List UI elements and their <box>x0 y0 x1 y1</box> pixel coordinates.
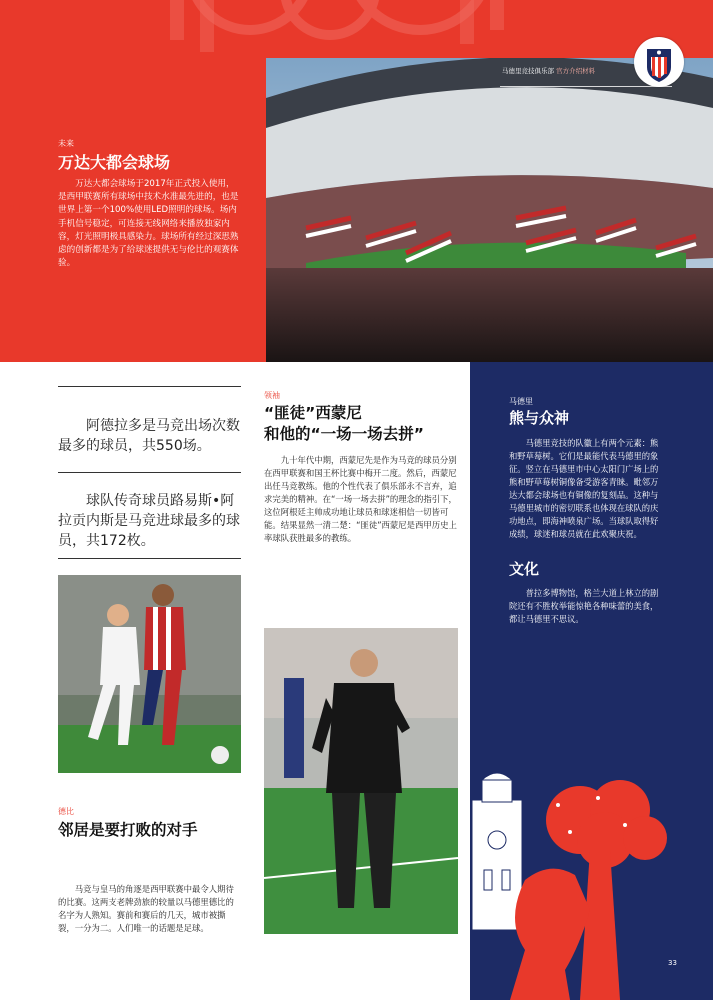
stadium-body: 万达大都会球场于2017年正式投入使用，是西甲联赛所有球场中技术水准最先进的，也是世界上第一个100%使用LED照明的球场。场内手机信号稳定，可连接无线网络来播放独家内容，灯光照明极具感染力。球场所有经过深思熟虑的创新都是为了给球迷提供无与伦比的观赛体验。 <box>58 179 239 269</box>
leader-title-line1: “匪徒”西蒙尼 <box>264 404 362 422</box>
header-club-name: 马德里竞技俱乐部 <box>502 67 554 75</box>
club-crest-logo <box>634 37 684 87</box>
top-banner <box>0 0 713 58</box>
fact2-bottom-rule <box>58 558 241 559</box>
fact1-quote: 阿德拉多是马竞出场次数最多的球员，共550场。 <box>58 418 240 454</box>
leader-title-line2: 和他的“一场一场去拼” <box>264 425 424 443</box>
header-caption <box>502 66 595 75</box>
fact1-top-rule <box>58 386 241 387</box>
madrid-body: 马德里竞技的队徽上有两个元素：熊和野草莓树。它们是最能代表马德里的象征。竖立在马德里市中心太阳门广场上的熊和野草莓树铜像备受游客青睐。毗邻万达大都会球场也有铜像的复刻品。这种与马德里城市的密切联系也体现在球队的庆功地点，即海神喷泉广场。当球队取得好成绩，球迷和球员就在此欢聚庆祝。 <box>509 438 659 539</box>
culture-title: 文化 <box>509 560 540 578</box>
derby-body: 马竞与皇马的角逐是西甲联赛中最令人期待的比赛。这两支老牌劲旅的较量以马德里德比的名字为人熟知。赛前和赛后的几天，城市被撕裂，一分为二。人们唯一的话题是足球。 <box>58 884 234 933</box>
stadium-kicker: 未来 <box>58 139 74 148</box>
culture-body: 普拉多博物馆，格兰大道上林立的剧院还有不胜枚举能惊艳各种味蕾的美食，都让马德里不思议。 <box>509 588 659 624</box>
derby-photo <box>58 575 241 773</box>
stadium-title: 万达大都会球场 <box>58 153 171 172</box>
leader-body: 九十年代中期，西蒙尼先是作为马竞的球员分别在西甲联赛和国王杯比赛中梅开二度。然后，西蒙尼出任马竞教练。他的个性代表了俱乐部永不言弃，追求完美的精神。在“一场一场去拼”的理念的指引下，这位阿根廷主帅成功地让球员和球迷相信一切皆可能。结果显然一清二楚：“匪徒”西蒙尼是西甲历史上率球队获胜最多的教练。 <box>264 455 457 543</box>
stadium-photo <box>266 58 713 362</box>
fact2-top-rule <box>58 472 241 473</box>
madrid-kicker: 马德里 <box>509 397 533 406</box>
fact2-quote: 球队传奇球员路易斯•阿拉贡内斯是马竞进球最多的球员，共172枚。 <box>58 493 240 549</box>
derby-kicker: 德比 <box>58 807 74 816</box>
derby-title: 邻居是要打败的对手 <box>58 821 198 839</box>
badge-pattern-graphic <box>0 0 713 58</box>
header-sub-label: 官方介绍材料 <box>556 67 596 75</box>
page-number: 33 <box>668 959 677 967</box>
leader-kicker: 领袖 <box>264 391 280 400</box>
madrid-title: 熊与众神 <box>509 409 570 427</box>
simeone-photo <box>264 628 458 934</box>
